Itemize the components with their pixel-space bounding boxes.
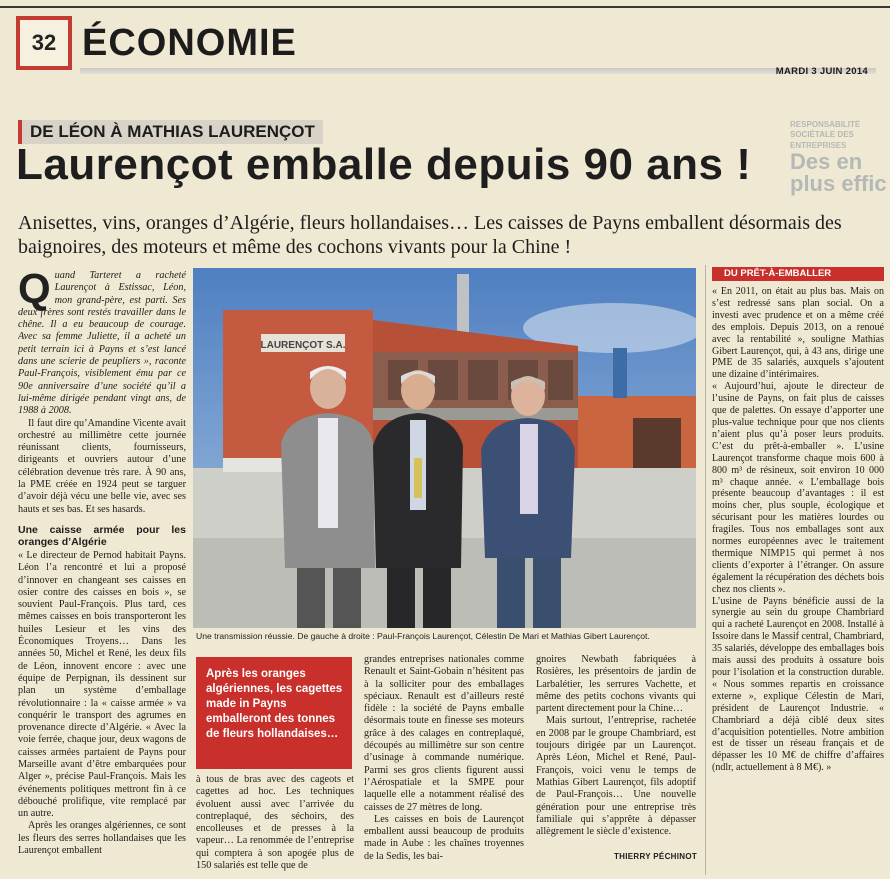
article-column-1 [18,270,186,870]
section-title: ÉCONOMIE [82,22,297,64]
section-rule [80,68,876,74]
article-paragraph: grandes entreprises nationales comme Renault et Saint-Gobain n’hésitent pas à la solliciter pour des emballages spéciaux. Renault est d’ailleurs resté fidèle : la société de Payns emballe désormais toute en finesse ses moteurs grâce à des calages en contreplaqué, découpés au millimètre sur son centre d’usinage à commande numérique. Parmi ses gros clients figurent aussi l’Aérospatiale et la SMPE pour laquelle elle a notamment réalisé des caisses de 27 mètres de long. [364,654,524,813]
building-sign: LAURENÇOT S.A. [260,340,346,351]
sidebar-column [712,286,884,876]
article-column-2 [196,774,354,874]
sidebar-paragraph: L’usine de Payns bénéficie aussi de la synergie au sein du groupe Chambriard qui a racheté Laurençot en 2008. Installé à Issoire dans le Massif central, Chambriard, 35 salariés, développe des emballages bois mais aussi des produits à ossature bois pour l’isolation et la construction durable. « Nous sommes repartis en croissance externe », explique Célestin de Mari, président de Laurençot Industrie. « Chambriard a déjà ciblé deux sites d’acquisition potentielles. Notre ambition est de tisser un réseau français et de dépasser les 10 M€ de chiffre d’affaires (ndlr, actuellement à 8 M€). » [712,595,884,774]
bleed-through-text: RESPONSABILITÉ SOCIÉTALE DES ENTREPRISES Des en plus effic [790,120,887,197]
article-paragraph: Mais surtout, l’entreprise, rachetée en 2008 par le groupe Chambriard, est toujours dirigée par un Laurençot. Après Léon, Michel et René, Paul-François, voici venu le temps de Mathias Gibert Laurençot, fils adoptif de Paul-François… Une nouvelle génération pour une entreprise très familiale qui s’apprête à dépasser allègrement le siècle d’existence. [536,715,696,838]
top-rule [0,6,890,8]
author-signature: THIERRY PÉCHINOT [614,852,698,861]
sidebar-title: DU PRÊT-À-EMBALLER [712,267,884,281]
article-column-4 [536,654,696,854]
article-paragraph: « Le directeur de Pernod habitait Payns. Léon l’a rencontré et lui a proposé d’innover en changeant ses caisses en osier contre des caisses en bois », se souvient Paul-François. Plus tard, ces mêmes caisses en bois transporteront les huiles Lesieur et les vins des Économiques Troyens… Dans les années 50, Michel et René, les deux fils de Léon, innovent encore : avec une équipe de Perpignan, ils dessinent sur plan un système d’emballage révolutionnaire : la « caisse armée » va conquérir le transport des agrumes en provenance directe d’Algérie. « Avec la voie ferrée, chaque jour, deux wagons de caisses armées partaient de Payns pour Marseille avant d’être embarquées pour Alger », précise Paul-François. Mais les événements politiques mettront fin à ce débouché prolifique, vite remplacé par un autre. [18,549,186,820]
column-divider [705,265,706,875]
article-column-3 [364,654,524,870]
page-number-box [16,16,72,70]
pull-quote: Après les oranges algériennes, les cagettes made in Payns emballeront des tonnes de fleurs hollandaises… [196,657,352,769]
article-intro: uand Tarteret a racheté Laurençot à Estissac, Léon, mon grand-père, est parti. Ses deux frères sont restés travailler dans le chêne. Il a eu beaucoup de courage. Avec sa femme Juliette, il a acheté un petit terrain ici à Payns et s’est lancé dans une scierie de peupliers », raconte Paul-François, visiblement ému par ce 90e anniversaire d’une société qu’il a lui-même dirigée pendant vingt ans, de 1988 à 2008. [18,270,186,417]
sidebar-paragraph: « En 2011, on était au plus bas. Mais on s’est redressé sans plan social. On a investi avec prudence et on a même créé des emplois. Depuis 2013, on a renoué avec la rentabilité », souligne Mathias Gibert Laurençot, qui, à 43 ans, dirige une PME de 35 salariés, auxquels s’ajoutent une dizaine d’intérimaires. [712,286,884,381]
article-deck: Anisettes, vins, oranges d’Algérie, fleurs hollandaises… Les caisses de Payns emballent désormais des baignoires, des moteurs et même des cochons vivants pour la Chine ! [18,212,842,258]
photo-caption: Une transmission réussie. De gauche à droite : Paul-François Laurençot, Célestin De Mari et Mathias Gibert Laurençot. [196,631,650,641]
article-paragraph: gnoires Newbath fabriquées à Rosières, les présentoirs de jardin de Larbalétier, les serrures Vachette, et même des petits cochons vivants qui partent directement pour la Chine… [536,654,696,715]
article-paragraph: Après les oranges algériennes, ce sont les fleurs des serres hollandaises que les Laurençot emballent [18,820,186,857]
article-photo [193,268,696,628]
article-paragraph: Les caisses en bois de Laurençot emballent aussi beaucoup de produits made in Aube : les chaînes troyennes de la Sedis, les bai- [364,813,524,862]
issue-date: MARDI 3 JUIN 2014 [775,66,868,77]
photo-illustration [193,268,696,628]
drop-cap: Q [18,270,51,312]
page-number: 32 [31,30,57,55]
article-kicker: DE LÉON À MATHIAS LAURENÇOT [18,120,323,144]
article-subhead: Une caisse armée pour les oranges d’Algérie [18,523,186,548]
sidebar-paragraph: « Aujourd’hui, ajoute le directeur de l’usine de Payns, on fait plus de caisses que de palettes. On essaye d’apporter une plus-value technique pour que nos clients n’aient plus qu’à poser leurs produits. C’est du prêt-à-emballer ». L’usine Laurençot transforme chaque mois 600 à 800 m³ de résineux, soit environ 10 000 m³ chaque année. « L’emballage bois présente beaucoup d’avantages : il est moins cher, plus souple, écologique et sécurisant pour les matières lourdes ou fragiles. Tous nos emballages sont aux normes européennes avec le traitement thermique NIMP15 qui permet à nos clients d’exporter à l’étranger. On assure également la récupération des déchets bois chez nos clients ». [712,381,884,595]
article-headline: Laurençot emballe depuis 90 ans ! [16,140,752,189]
article-paragraph: Il faut dire qu’Amandine Vicente avait orchestré au millimètre cette journée réunissant clients, fournisseurs, dirigeants et ouvriers autour d’une célébration devenue très rare. À 90 ans, la PME créée en 1924 peut se targuer d’avoir déjà vécu une belle vie, avec ses hauts et ses bas. Et ses hasards. [18,417,186,515]
article-paragraph: à tous de bras avec des cageots et cagettes ad hoc. Les techniques évoluent aussi avec l’arrivée du contreplaqué, des séchoirs, des encolleuses et de presses à la vapeur… La renommée de l’entreprise qui comptera à son apogée plus de 150 salariés est telle que de [196,774,354,872]
